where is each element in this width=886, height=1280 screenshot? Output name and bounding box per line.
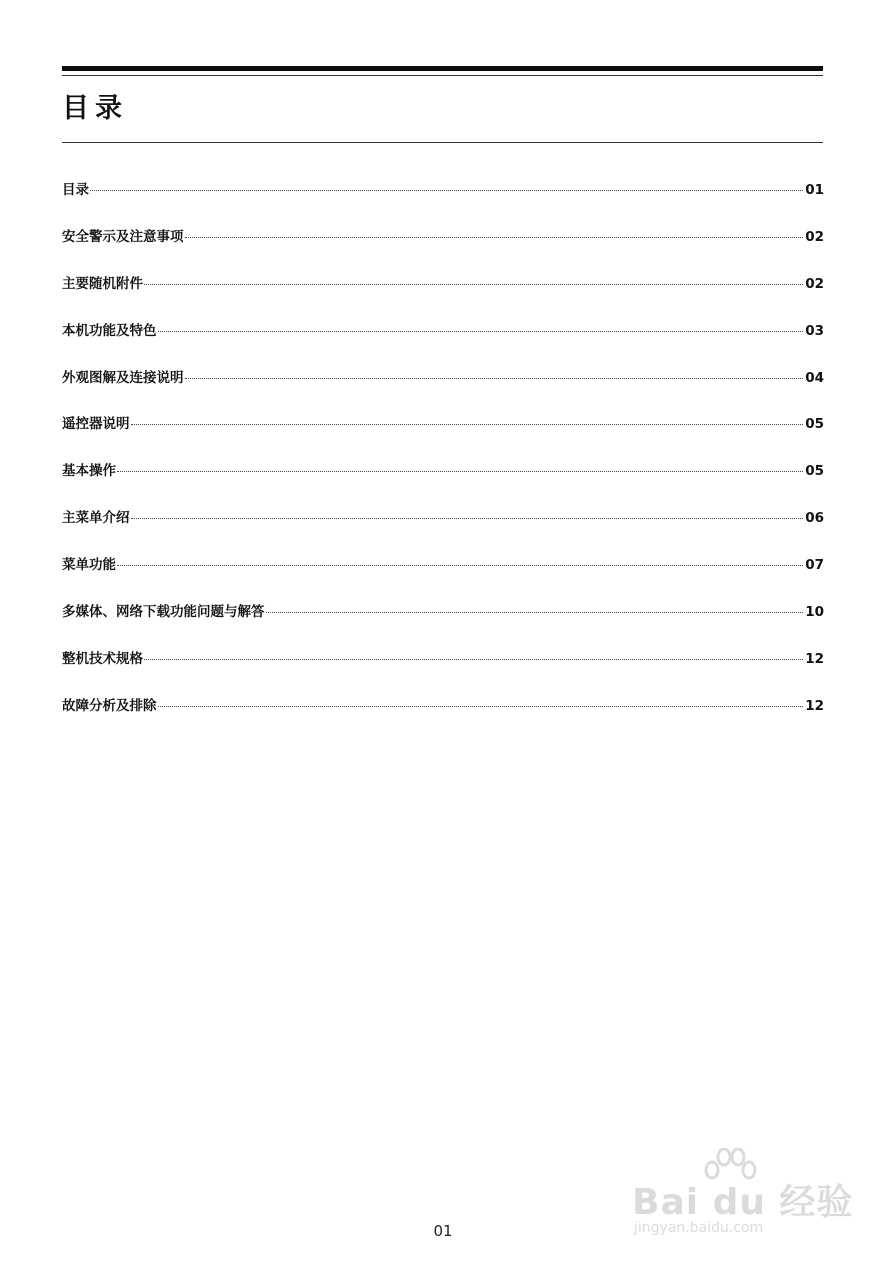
toc-entry-title: 安全警示及注意事项 xyxy=(62,228,184,245)
toc-entry[interactable] xyxy=(62,694,824,741)
toc-dot-leader xyxy=(266,612,804,613)
table-of-contents xyxy=(62,178,824,741)
toc-dot-leader xyxy=(117,565,803,566)
toc-dot-leader xyxy=(144,284,803,285)
toc-entry-title: 基本操作 xyxy=(62,463,116,480)
toc-entry[interactable] xyxy=(62,178,824,225)
toc-entry-page: 02 xyxy=(805,228,824,245)
toc-entry[interactable] xyxy=(62,600,824,647)
toc-dot-leader xyxy=(158,706,804,707)
toc-entry-page: 01 xyxy=(805,182,824,198)
toc-entry[interactable] xyxy=(62,225,824,272)
toc-entry[interactable] xyxy=(62,272,824,319)
toc-dot-leader xyxy=(117,471,803,472)
toc-dot-leader xyxy=(185,237,804,238)
toc-entry-title: 主要随机附件 xyxy=(62,275,143,292)
toc-entry-title: 本机功能及特色 xyxy=(62,322,157,339)
toc-entry-title: 菜单功能 xyxy=(62,557,116,574)
title-divider xyxy=(62,142,823,143)
toc-entry[interactable] xyxy=(62,412,824,459)
toc-entry-page: 10 xyxy=(805,604,824,621)
toc-entry[interactable] xyxy=(62,647,824,694)
page-number: 01 xyxy=(433,1222,453,1240)
baidu-jingyan-watermark xyxy=(632,1148,854,1248)
toc-dot-leader xyxy=(185,378,804,379)
toc-entry[interactable] xyxy=(62,459,824,506)
toc-dot-leader xyxy=(158,331,804,332)
watermark-brand: Bai du 经验 xyxy=(632,1182,854,1223)
toc-entry-page: 12 xyxy=(805,697,824,714)
toc-entry-page: 05 xyxy=(805,463,824,480)
toc-dot-leader xyxy=(131,424,804,425)
watermark-url: jingyan.baidu.com xyxy=(634,1220,764,1236)
toc-entry-page: 03 xyxy=(805,322,824,339)
toc-entry-title: 故障分析及排除 xyxy=(62,697,157,714)
header-rule-thin xyxy=(62,75,823,76)
toc-entry-title: 主菜单介绍 xyxy=(62,510,130,527)
toc-dot-leader xyxy=(131,518,804,519)
toc-entry-page: 02 xyxy=(805,275,824,292)
toc-entry[interactable] xyxy=(62,506,824,553)
toc-entry-title: 遥控器说明 xyxy=(62,416,130,433)
toc-entry-title: 多媒体、网络下载功能问题与解答 xyxy=(62,604,265,621)
page-title: 目录 xyxy=(62,93,128,124)
toc-entry-title: 外观图解及连接说明 xyxy=(62,369,184,386)
toc-entry-page: 12 xyxy=(805,650,824,667)
header-rule-thick xyxy=(62,66,823,71)
toc-entry-page: 05 xyxy=(805,416,824,433)
toc-dot-leader xyxy=(144,659,803,660)
toc-entry[interactable] xyxy=(62,319,824,366)
toc-entry[interactable] xyxy=(62,366,824,413)
toc-entry-title: 整机技术规格 xyxy=(62,650,143,667)
toc-dot-leader xyxy=(90,190,803,191)
toc-entry-page: 07 xyxy=(805,557,824,574)
toc-entry-page: 06 xyxy=(805,510,824,527)
toc-entry-page: 04 xyxy=(805,369,824,386)
toc-entry-title: 目录 xyxy=(62,182,89,198)
toc-entry[interactable] xyxy=(62,553,824,600)
